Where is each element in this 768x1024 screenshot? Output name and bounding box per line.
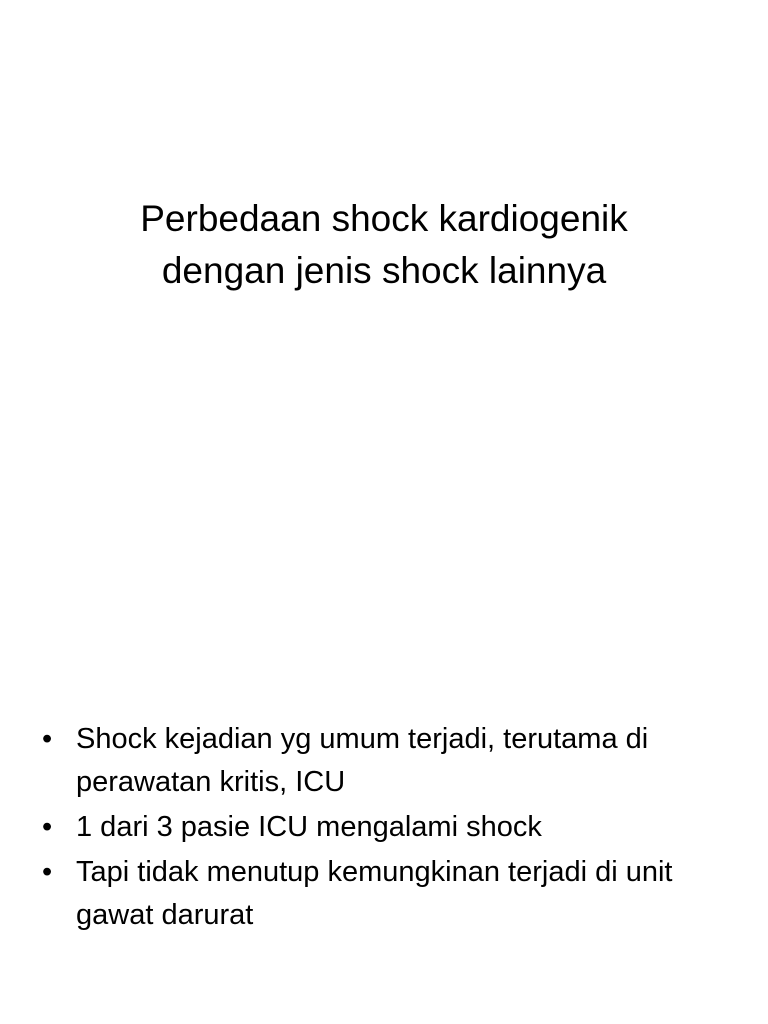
bullet-item [42,806,732,849]
slide-title-line-2: dengan jenis shock lainnya [161,250,607,291]
bullet-item [42,718,732,804]
bullet-text: Shock kejadian yg umum terjadi, terutama di perawatan kritis, ICU [76,723,649,798]
bullet-text: Tapi tidak menutup kemungkinan terjadi di unit gawat darurat [76,856,673,931]
bullet-icon: • [42,723,53,755]
bullet-icon: • [42,811,53,843]
bullet-list [42,718,732,939]
bullet-icon: • [42,856,53,888]
slide-title [40,193,728,297]
bullet-text: 1 dari 3 pasie ICU mengalami shock [76,811,542,843]
slide-title-line-1: Perbedaan shock kardiogenik [140,198,628,239]
bullet-item [42,851,732,937]
